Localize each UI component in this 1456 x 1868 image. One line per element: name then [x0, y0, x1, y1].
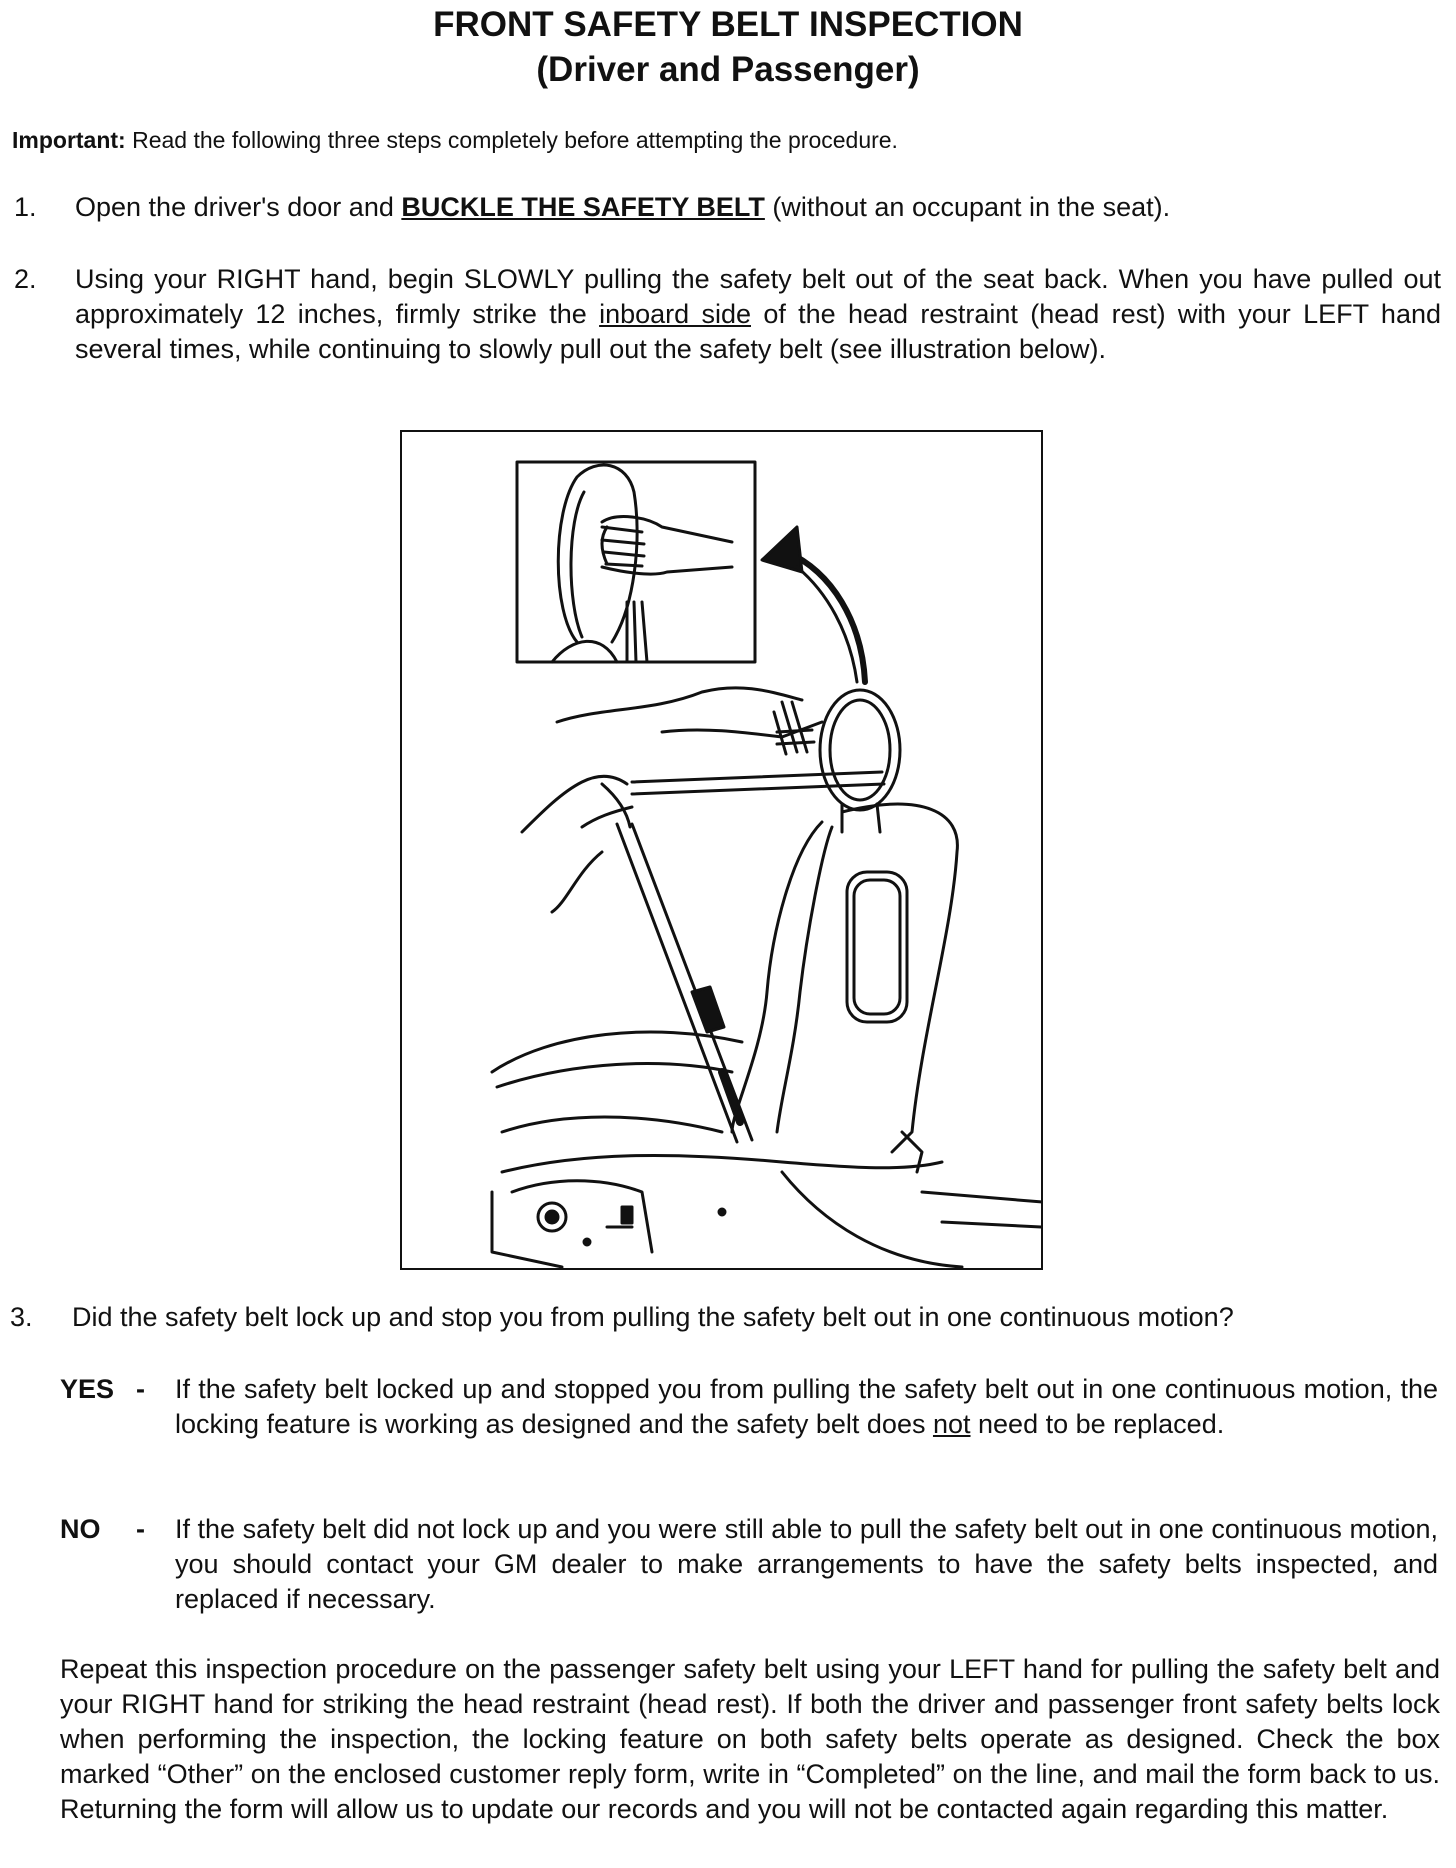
seat-back-icon — [732, 804, 957, 1172]
page-subtitle: (Driver and Passenger) — [536, 50, 920, 89]
step1-emphasis: BUCKLE THE SAFETY BELT — [401, 192, 765, 222]
yes-dash: - — [136, 1374, 145, 1404]
step3-number: 3. — [10, 1302, 33, 1332]
step1-pre: Open the driver's door and — [75, 192, 402, 222]
step2-pre: Using your RIGHT hand, begin SLOWLY pulling the safety belt out of the seat back. When you have pulled out approximately 12 inches, firmly strike the — [75, 264, 1441, 329]
important-label: Important: — [12, 127, 126, 153]
step1-number: 1. — [14, 192, 37, 222]
important-note — [12, 125, 898, 155]
seat-cushion-icon — [492, 1032, 1041, 1267]
headrest-icon — [820, 690, 900, 832]
step1-post: (without an occupant in the seat). — [764, 192, 1171, 222]
yes-label: YES — [60, 1374, 115, 1404]
buckle-icon — [722, 1072, 740, 1122]
step3-text: Did the safety belt lock up and stop you from pulling the safety belt out in one continuous motion? — [72, 1302, 1234, 1332]
latch-plate-icon — [692, 987, 724, 1032]
left-hand-icon — [557, 688, 822, 754]
step2-number: 2. — [14, 264, 37, 294]
illustration-frame — [400, 430, 1043, 1270]
seat-belt-illustration — [402, 432, 1041, 1268]
important-text: Read the following three steps completely before attempting the procedure. — [132, 127, 898, 153]
step2-emphasis: inboard side — [599, 299, 751, 329]
page-title: FRONT SAFETY BELT INSPECTION — [433, 5, 1023, 44]
no-answer-text: If the safety belt did not lock up and you were still able to pull the safety belt out in one continuous motion, you should contact your GM dealer to make arrangements to have the safety belts inspected, and replaced if necessary. — [175, 1514, 1438, 1614]
no-dash: - — [136, 1514, 145, 1544]
right-hand-icon — [522, 776, 632, 912]
belt-upper-webbing — [632, 772, 884, 794]
closing-paragraph: Repeat this inspection procedure on the passenger safety belt using your LEFT hand for pulling the safety belt and your RIGHT hand for striking the head restraint (head rest). If both the driver and passenger front safety belts lock when performing the inspection, the locking feature on both safety belts operate as designed. Check the box marked “Other” on the enclosed customer reply form, write in “Completed” on the line, and mail the form back to us. Returning the form will allow us to update our records and you will not be contacted again regarding this matter. — [60, 1654, 1440, 1824]
no-label: NO — [60, 1514, 101, 1544]
step1-text — [75, 190, 1445, 225]
inset-headrest-hand-icon — [552, 465, 732, 662]
yes-emphasis: not — [932, 1409, 971, 1439]
step2-post: of the head restraint (head rest) with your LEFT hand several times, while continuing to slowly pull out the safety belt (see illustration below). — [75, 299, 1441, 364]
yes-answer-text — [175, 1372, 1438, 1442]
strike-arrow-icon — [762, 527, 865, 682]
yes-post: need to be replaced. — [970, 1409, 1225, 1439]
step2-text — [75, 262, 1441, 367]
yes-pre: If the safety belt locked up and stopped you from pulling the safety belt out in one continuous motion, the locking feature is working as designed and the safety belt does — [175, 1374, 1438, 1439]
